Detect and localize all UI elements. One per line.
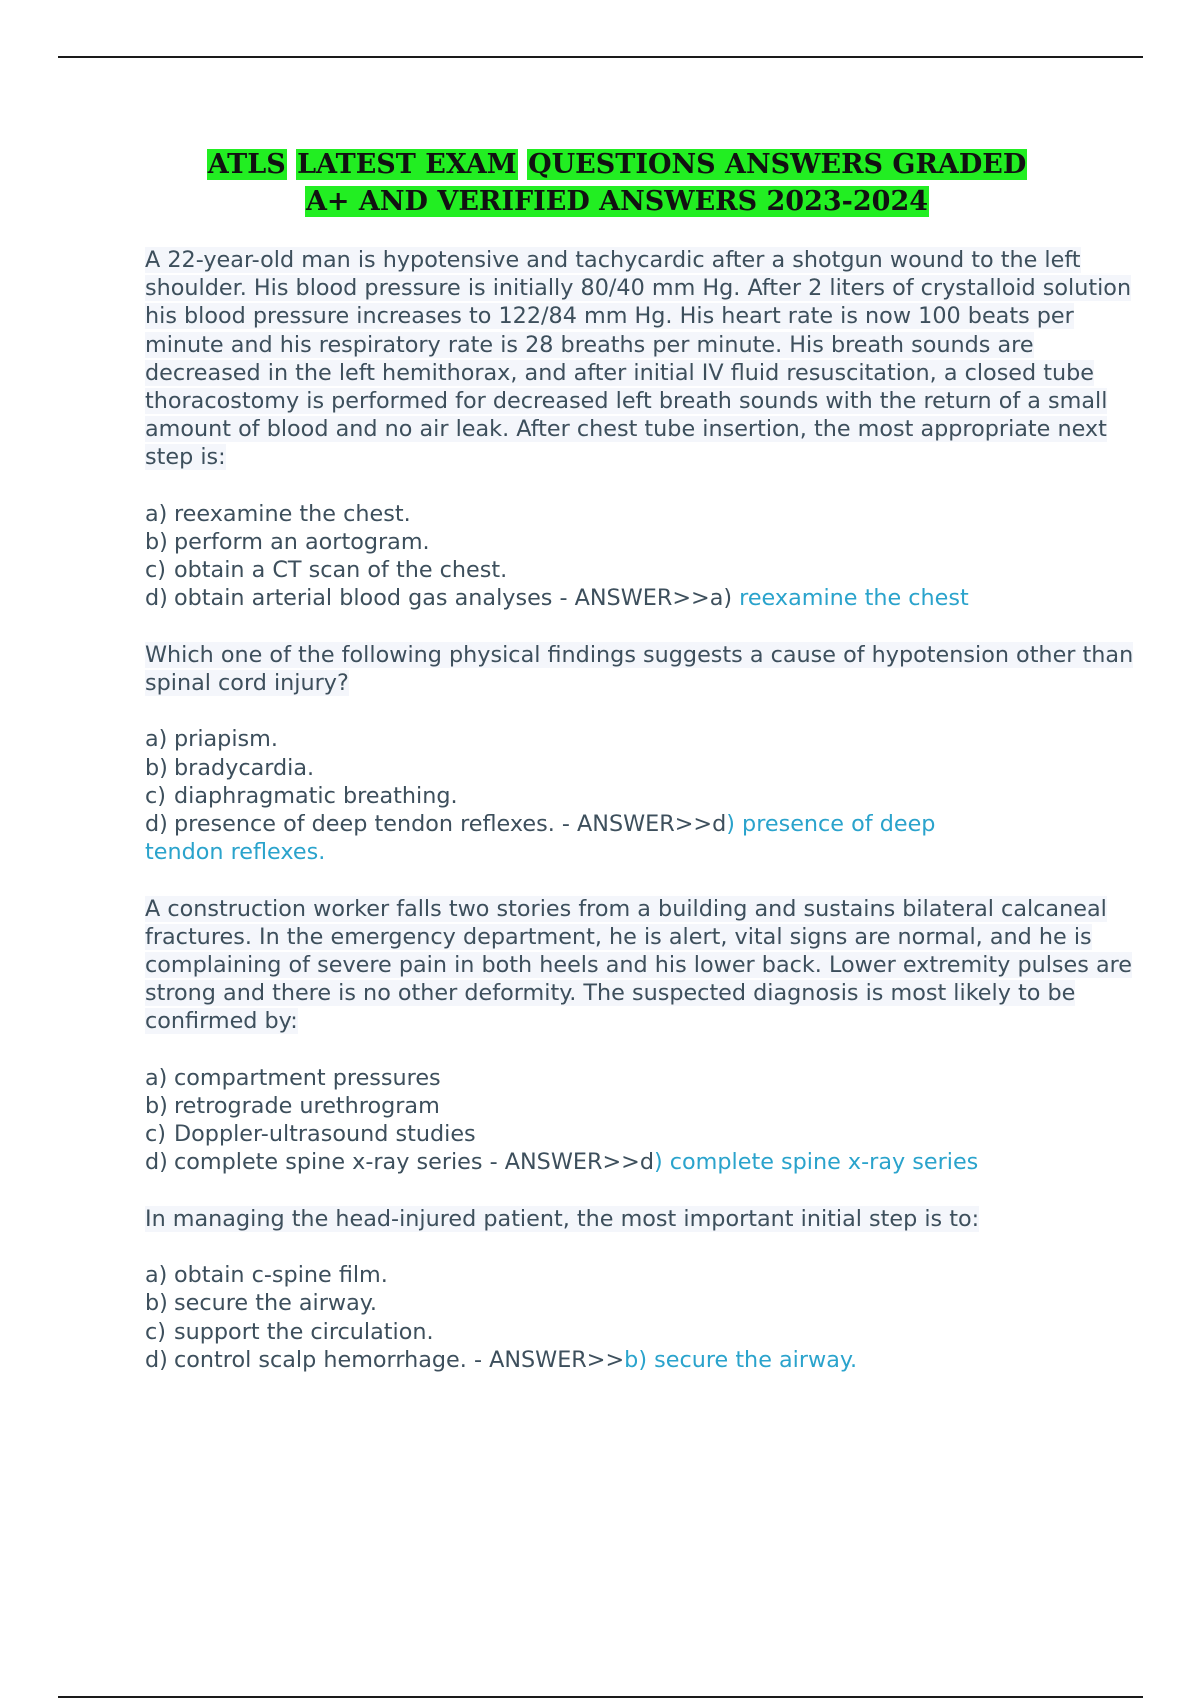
answer-text: ) presence of deep tendon reflexes.: [145, 811, 936, 866]
option-b: b) retrograde urethrogram: [145, 1093, 440, 1120]
title-questions-answers: QUESTIONS ANSWERS GRADED: [528, 149, 1027, 180]
title-verified-answers: A+ AND VERIFIED ANSWERS 2023-2024: [305, 186, 929, 217]
question-block-4: [145, 1205, 1145, 1374]
option-list: [145, 725, 1145, 866]
question-text: In managing the head-injured patient, the most important initial step is to:: [145, 1205, 980, 1232]
option-a: a) obtain c-spine film.: [145, 1262, 388, 1289]
option-c: c) diaphragmatic breathing.: [145, 782, 458, 809]
question-text: A 22-year-old man is hypotensive and tachycardic after a shotgun wound to the left shoulder. His blood pressure is initially 80/40 mm Hg. After 2 liters of crystalloid solution his blood pressure increases to 122/84 mm Hg. His heart rate is now 100 beats per minute and his respiratory rate is 28 breaths per minute. His breath sounds are decreased in the left hemithorax, and after initial IV fluid resuscitation, a closed tube thoracostomy is performed for decreased left breath sounds with the return of a small amount of blood and no air leak. After chest tube insertion, the most appropriate next step is:: [145, 247, 1132, 471]
option-d: d) complete spine x-ray series - ANSWER>>d) complete spine x-ray series: [145, 1149, 979, 1176]
question-block-1: [145, 246, 1145, 613]
title-word-atls: ATLS: [207, 149, 286, 180]
option-d: d) obtain arterial blood gas analyses - ANSWER>>a) reexamine the chest: [145, 585, 969, 612]
title-line-2: [0, 183, 1200, 220]
option-a: a) compartment pressures: [145, 1064, 441, 1091]
question-block-2: [145, 641, 1145, 867]
option-list: [145, 1064, 1145, 1177]
option-d: d) presence of deep tendon reflexes. - ANSWER>>d) presence of deep tendon reflexes.: [145, 811, 936, 866]
title-line-1: [0, 146, 1200, 183]
document-body: [145, 246, 1145, 1402]
option-a: a) priapism.: [145, 726, 278, 753]
document-title: [0, 146, 1200, 220]
question-text: A construction worker falls two stories from a building and sustains bilateral calcaneal fractures. In the emergency department, he is alert, vital signs are normal, and he is complaining of severe pain in both heels and his lower back. Lower extremity pulses are strong and there is no other deformity. The suspected diagnosis is most likely to be confirmed by:: [145, 895, 1133, 1035]
question-block-3: [145, 895, 1145, 1177]
answer-text: b) secure the airway.: [624, 1346, 858, 1373]
header-rule: [58, 56, 1143, 58]
footer-rule: [58, 1696, 1143, 1698]
answer-text: ) complete spine x-ray series: [653, 1149, 979, 1176]
option-b: b) secure the airway.: [145, 1290, 377, 1317]
title-latest-exam: LATEST EXAM: [297, 149, 517, 180]
option-list: [145, 1261, 1145, 1374]
question-text: Which one of the following physical findings suggests a cause of hypotension other than spinal cord injury?: [145, 641, 1134, 697]
option-list: [145, 500, 1145, 613]
answer-text: reexamine the chest: [732, 585, 969, 612]
option-c: c) obtain a CT scan of the chest.: [145, 557, 508, 584]
option-b: b) perform an aortogram.: [145, 529, 430, 556]
option-b: b) bradycardia.: [145, 754, 315, 781]
option-c: c) support the circulation.: [145, 1318, 434, 1345]
option-a: a) reexamine the chest.: [145, 500, 411, 527]
option-d: d) control scalp hemorrhage. - ANSWER>>b) secure the airway.: [145, 1346, 858, 1373]
option-c: c) Doppler-ultrasound studies: [145, 1121, 476, 1148]
